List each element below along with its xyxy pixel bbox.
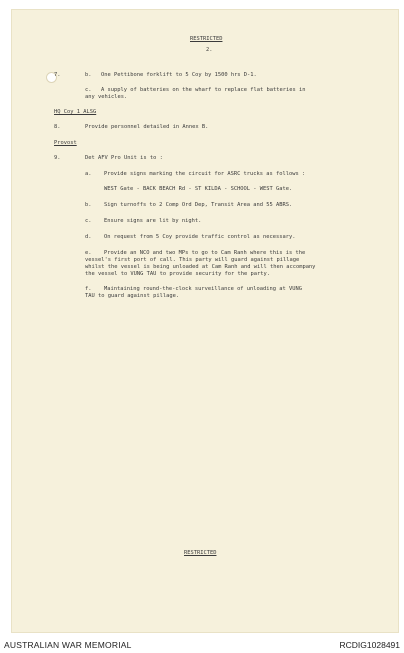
- para-9c-letter: c.: [85, 218, 92, 224]
- para-7c-text-line-1: A supply of batteries on the wharf to replace flat batteries in: [101, 87, 306, 93]
- record-id: RCDIG1028491: [339, 640, 400, 650]
- para-7c-text-line-2: any vehicles.: [85, 94, 128, 100]
- para-8-text: Provide personnel detailed in Annex B.: [85, 124, 209, 130]
- para-9e-text-line-2: vessel's first port of call. This party will guard against pillage: [85, 257, 300, 263]
- para-8-number: 8.: [54, 124, 61, 130]
- para-9-number: 9.: [54, 155, 61, 161]
- para-9a-route: WEST Gate - BACK BEACH Rd - ST KILDA - SCHOOL - WEST Gate.: [104, 186, 293, 192]
- para-9d-text: On request from 5 Coy provide traffic control as necessary.: [104, 234, 296, 240]
- para-9-text: Det AFV Pro Unit is to :: [85, 155, 163, 161]
- para-9f-letter: f.: [85, 286, 92, 292]
- para-9f-text-line-1: Maintaining round-the-clock surveillance of unloading at VUNG: [104, 286, 302, 292]
- page-number: 2.: [206, 47, 213, 53]
- para-9a-text: Provide signs marking the circuit for ASRC trucks as follows :: [104, 171, 306, 177]
- para-9c-text: Ensure signs are lit by night.: [104, 218, 202, 224]
- para-9e-text-line-1: Provide an NCO and two MPs to go to Cam Ranh where this is the: [104, 250, 306, 256]
- para-9e-text-line-4: the vessel to VUNG TAU to provide security for the party.: [85, 271, 270, 277]
- header-classification: RESTRICTED: [190, 36, 223, 42]
- para-9e-letter: e.: [85, 250, 92, 256]
- heading-provost: Provost: [54, 140, 77, 146]
- para-7b-text: One Pettibone forklift to 5 Coy by 1500 hrs D-1.: [101, 72, 257, 78]
- para-9a-letter: a.: [85, 171, 92, 177]
- footer-classification: RESTRICTED: [184, 550, 217, 556]
- para-7c-letter: c.: [85, 87, 92, 93]
- para-9f-text-line-2: TAU to guard against pillage.: [85, 293, 180, 299]
- para-7b-letter: b.: [85, 72, 92, 78]
- para-7-number: 7.: [54, 72, 61, 78]
- document-page: [12, 10, 398, 632]
- archive-source: AUSTRALIAN WAR MEMORIAL: [4, 640, 132, 650]
- para-9b-text: Sign turnoffs to 2 Comp Ord Dep, Transit Area and 55 ABRS.: [104, 202, 293, 208]
- para-9e-text-line-3: whilst the vessel is being unloaded at Cam Ranh and will then accompany: [85, 264, 316, 270]
- archive-footer: [0, 636, 404, 653]
- para-9b-letter: b.: [85, 202, 92, 208]
- heading-hq-coy: HQ Coy 1 ALSG: [54, 109, 97, 115]
- para-9d-letter: d.: [85, 234, 92, 240]
